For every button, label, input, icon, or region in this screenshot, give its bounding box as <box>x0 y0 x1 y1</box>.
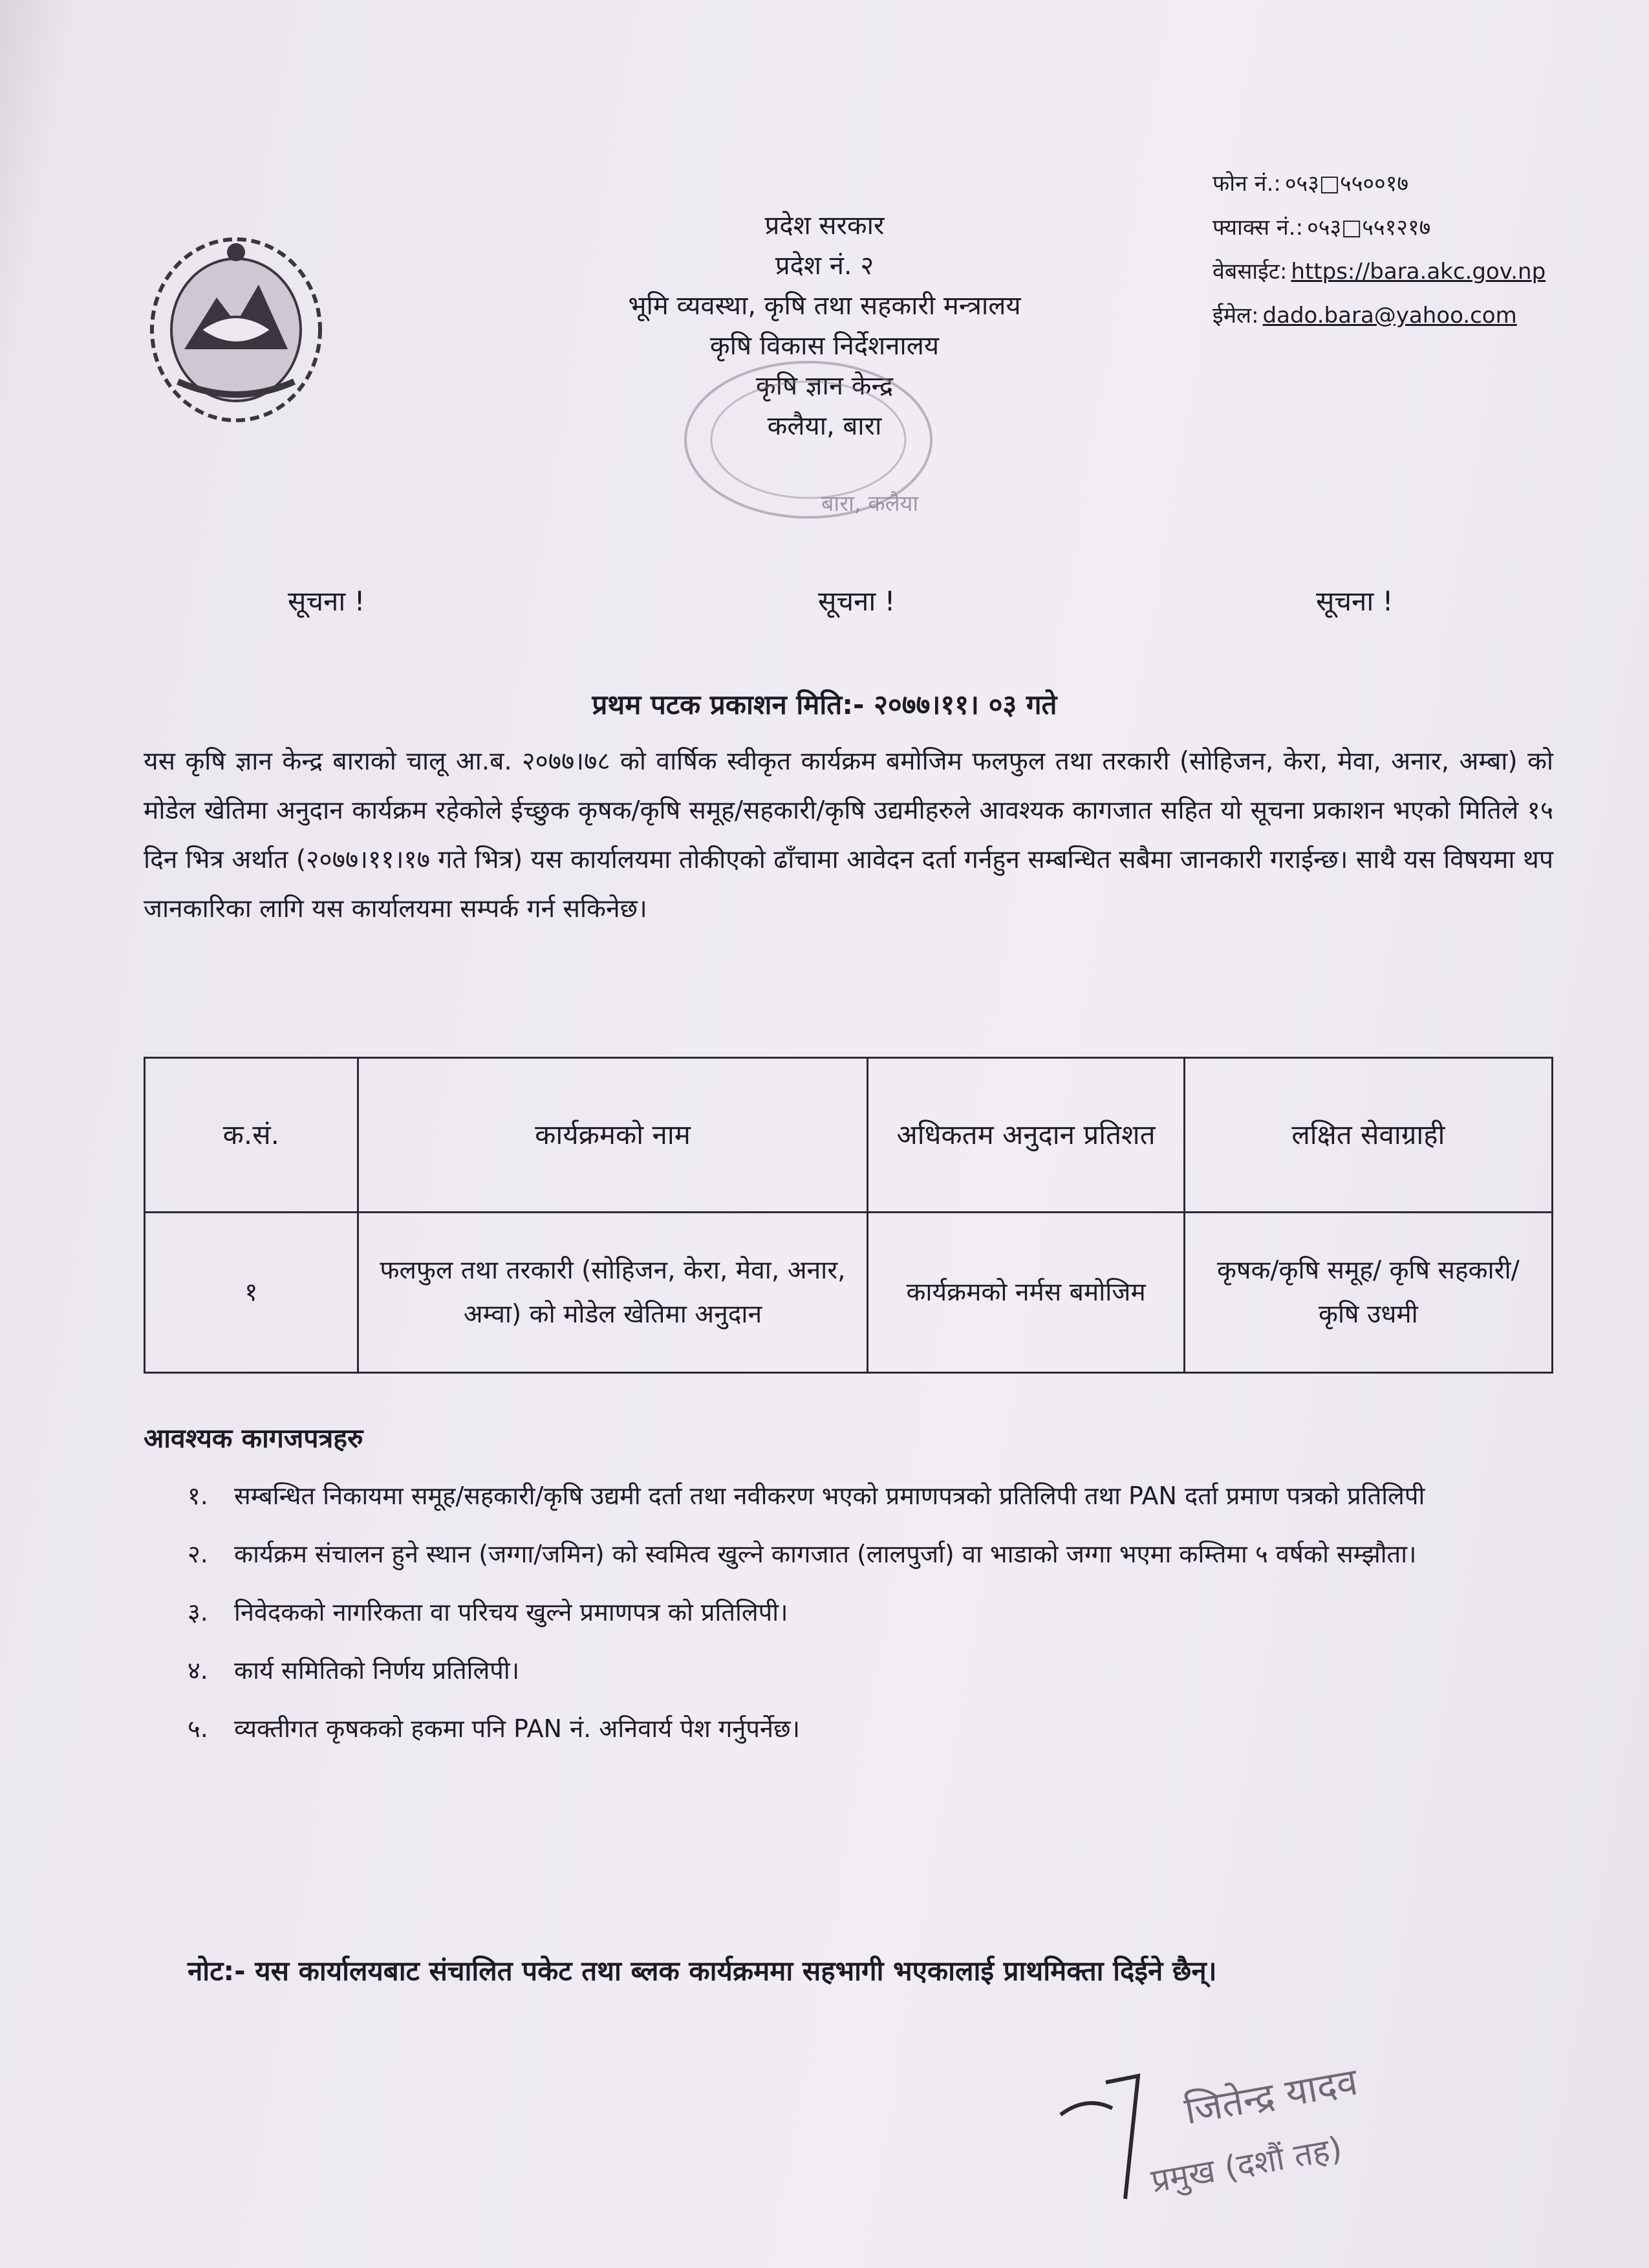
col-header-program-name: कार्यक्रमको नाम <box>358 1058 868 1213</box>
header-line-location: कलैया, बारा <box>767 411 882 441</box>
website-link[interactable]: https://bara.akc.gov.np <box>1291 259 1546 285</box>
fax-label: फ्याक्स नं.: <box>1212 215 1304 241</box>
website-label: वेबसाईट: <box>1212 259 1288 285</box>
list-item-text: कार्यक्रम संचालन हुने स्थान (जग्गा/जमिन) को स्वमित्व खुल्ने कागजात (लालपुर्जा) वा भाडाको जग्गा भएमा कम्तिमा ५ वर्षको सम्झौता। <box>234 1540 1417 1568</box>
list-item-text: व्यक्तीगत कृषकको हकमा पनि PAN नं. अनिवार्य पेश गर्नुपर्नेछ। <box>234 1714 801 1743</box>
program-table <box>144 1057 1553 1374</box>
col-header-max-subsidy: अधिकतम अनुदान प्रतिशत <box>868 1058 1184 1213</box>
signature-name: जितेन्द्र यादव <box>1181 2059 1361 2133</box>
list-item-number: २. <box>188 1540 208 1568</box>
header-line-province-no: प्रदेश नं. २ <box>775 251 874 281</box>
cell-target-beneficiary: कृषक/कृषि समूह/ कृषि सहकारी/ कृषि उधमी <box>1184 1213 1552 1373</box>
header-line-directorate: कृषि विकास निर्देशनालय <box>709 331 940 361</box>
email-row <box>1212 294 1546 338</box>
stamp-text: बारा, कलैया <box>821 491 919 517</box>
notice-body: यस कृषि ज्ञान केन्द्र बाराको चालू आ.ब. २०७७।७८ को वार्षिक स्वीकृत कार्यक्रम बमोजिम फलफुल तथा तरकारी (सोहिजन, केरा, मेवा, अनार, अम्बा) को मोडेल खेतिमा अनुदान कार्यक्रम रहेकोले ईच्छुक कृषक/कृषि समूह/सहकारी/कृषि उद्यमीहरुले आवश्यक कागजात सहित यो सूचना प्रकाशन भएको मितिले १५ दिन भित्र अर्थात (२०७७।११।१७ गते भित्र) यस कार्यालयमा तोकीएको ढाँचामा आवेदन दर्ता गर्नहुन सम्बन्धित सबैमा जानकारी गराईन्छ। साथै यस विषयमा थप जानकारिका लागि यस कार्यालयमा सम्पर्क गर्न सकिनेछ। <box>144 747 1553 923</box>
table-row <box>145 1213 1553 1373</box>
header-line-province-gov: प्रदेश सरकार <box>764 211 885 241</box>
list-item-text: कार्य समितिको निर्णय प्रतिलिपी। <box>234 1656 520 1685</box>
notice-heading-center: सूचना ! <box>818 585 896 617</box>
email-label: ईमेल: <box>1212 303 1259 329</box>
office-stamp <box>673 349 944 543</box>
list-item-text: सम्बन्धित निकायमा समूह/सहकारी/कृषि उद्यमी दर्ता तथा नवीकरण भएको प्रमाणपत्रको प्रतिलिपी तथा PAN दर्ता प्रमाण पत्रको प्रतिलिपी <box>234 1482 1425 1510</box>
list-item <box>188 1700 1552 1758</box>
email-link[interactable]: dado.bara@yahoo.com <box>1262 303 1517 329</box>
list-item-number: ५. <box>188 1714 208 1743</box>
signature-stamp <box>1048 2037 1436 2231</box>
list-item-number: ४. <box>188 1656 208 1685</box>
header-line-office: कृषि ज्ञान केन्द्र <box>755 371 894 401</box>
header-line-ministry: भूमि व्यवस्था, कृषि तथा सहकारी मन्त्रालय <box>628 291 1021 321</box>
fax-value: ०५३□५५१२१७ <box>1307 215 1431 241</box>
cell-program-name: फलफुल तथा तरकारी (सोहिजन, केरा, मेवा, अनार, अम्वा) को मोडेल खेतिमा अनुदान <box>358 1213 868 1373</box>
list-item <box>188 1583 1552 1641</box>
col-header-target-beneficiary: लक्षित सेवाग्राही <box>1184 1058 1552 1213</box>
list-item-text: निवेदकको नागरिकता वा परिचय खुल्ने प्रमाणपत्र को प्रतिलिपी। <box>234 1598 788 1626</box>
table-header-row <box>145 1058 1553 1213</box>
notice-heading-right: सूचना ! <box>1316 585 1394 617</box>
notice-heading-left: सूचना ! <box>288 585 365 617</box>
phone-label: फोन नं.: <box>1212 171 1281 197</box>
fax-row <box>1212 206 1546 250</box>
note-text: नोट:- यस कार्यालयबाट संचालित पकेट तथा ब्लक कार्यक्रममा सहभागी भएकालाई प्राथमिक्ता दिईने छैन्। <box>188 1955 1217 1987</box>
documents-title: आवश्यक कागजपत्रहरु <box>144 1423 363 1454</box>
phone-row <box>1212 162 1546 206</box>
signature-title: प्रमुख (दशौं तह) <box>1148 2129 1345 2200</box>
cell-serial: १ <box>145 1213 358 1373</box>
cell-max-subsidy: कार्यक्रमको नर्मस बमोजिम <box>868 1213 1184 1373</box>
phone-value: ०५३□५५००१७ <box>1284 171 1409 197</box>
list-item <box>188 1641 1552 1700</box>
list-item-number: ३. <box>188 1598 208 1626</box>
list-item <box>188 1525 1552 1583</box>
publication-date: प्रथम पटक प्रकाशन मिति:- २०७७।११। ०३ गते <box>592 689 1057 720</box>
list-item-number: १. <box>188 1482 208 1510</box>
col-header-serial: क.सं. <box>145 1058 358 1213</box>
website-row <box>1212 250 1546 294</box>
list-item <box>188 1467 1552 1525</box>
documents-list <box>188 1467 1552 1758</box>
contact-block <box>1212 162 1546 338</box>
